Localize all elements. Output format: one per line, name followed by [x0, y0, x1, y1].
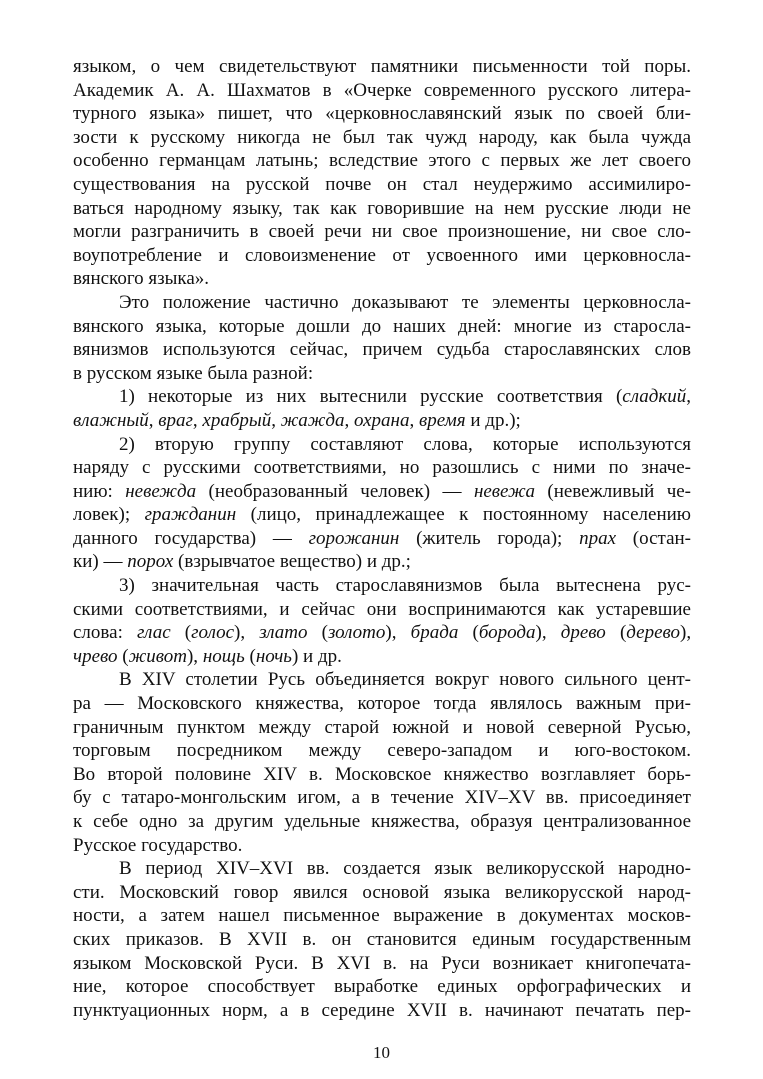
text-line	[73, 433, 691, 457]
text-fragment: языком Московской Руси. В XVI в. на Руси возникает книгопечата-	[73, 952, 691, 974]
text-fragment: (	[244, 645, 256, 667]
text-fragment: могли разграничить в своей речи ни свое произношение, ни свое сло-	[73, 221, 691, 243]
text-fragment: (невежливый че-	[534, 480, 691, 502]
text-fragment: ),	[186, 645, 203, 667]
italic-word: дерево	[626, 622, 681, 644]
text-line	[73, 149, 691, 173]
text-line	[73, 904, 691, 928]
text-fragment: 3) значительная часть старославянизмов была вытеснена рус-	[119, 575, 691, 597]
text-line	[73, 975, 691, 999]
text-line	[73, 126, 691, 150]
text-fragment: ,	[148, 409, 159, 431]
text-line	[73, 409, 691, 433]
text-fragment: ),	[385, 622, 411, 644]
text-fragment: (остан-	[616, 527, 691, 549]
italic-word: борода	[478, 622, 536, 644]
italic-word: враг	[158, 409, 193, 431]
text-fragment: данного государства) —	[73, 527, 309, 549]
italic-word: влажный	[73, 409, 149, 431]
text-fragment: ),	[680, 622, 691, 644]
text-fragment: ,	[271, 409, 281, 431]
text-fragment: торговым посредником между северо-западом и юго-востоком.	[73, 740, 691, 762]
text-line	[73, 503, 691, 527]
text-fragment: существования на русской почве он стал неудержимо ассимилиро-	[73, 173, 691, 195]
text-line	[73, 881, 691, 905]
text-fragment: скими соответствиями, и сейчас они воспринимаются как устаревшие	[73, 598, 691, 620]
text-fragment: языком, о чем свидетельствуют памятники письменности той поры.	[73, 56, 691, 77]
text-fragment: вянизмов используются сейчас, причем судьба старославянских слов	[73, 339, 691, 361]
italic-word: древо	[560, 622, 606, 644]
text-fragment: 2) вторую группу составляют слова, которые используются	[119, 433, 691, 455]
text-line	[73, 810, 691, 834]
text-fragment: турного языка» пишет, что «церковнославянский язык по своей бли-	[73, 103, 691, 125]
italic-word: горожанин	[308, 527, 400, 549]
italic-word: брада	[410, 622, 459, 644]
text-line	[73, 692, 691, 716]
text-fragment: граничным пунктом между старой южной и новой северной Русью,	[73, 716, 691, 738]
text-fragment: ние, которое способствует выработке единых орфографических и	[73, 976, 691, 998]
text-line	[73, 574, 691, 598]
text-fragment: пунктуационных норм, а в середине XVII в. начинают печатать пер-	[73, 999, 691, 1021]
text-line	[73, 291, 691, 315]
italic-word: золото	[327, 622, 386, 644]
text-fragment: 1) некоторые из них вытеснили русские соответствия (	[119, 386, 623, 408]
text-line	[73, 338, 691, 362]
text-line	[73, 739, 691, 763]
text-line	[73, 763, 691, 787]
italic-word: чрево	[73, 645, 118, 667]
text-fragment: Во второй половине XIV в. Московское княжество возглавляет борь-	[73, 763, 691, 785]
text-line	[73, 928, 691, 952]
text-fragment: (необразованный человек) —	[196, 480, 474, 502]
text-fragment: ,	[409, 409, 419, 431]
text-fragment: Это положение частично доказывают те элементы церковносла-	[119, 291, 691, 313]
text-line	[73, 385, 691, 409]
text-fragment: Русское государство.	[73, 834, 243, 856]
text-fragment: (	[605, 622, 627, 644]
text-fragment: ки) —	[73, 551, 128, 573]
italic-word: голос	[191, 622, 235, 644]
text-fragment: вянского языка».	[73, 268, 210, 290]
text-fragment: ловек);	[73, 504, 145, 526]
text-line	[73, 315, 691, 339]
italic-word: живот	[128, 645, 187, 667]
text-fragment: В XIV столетии Русь объединяется вокруг нового сильного цент-	[119, 669, 691, 691]
text-line	[73, 220, 691, 244]
text-fragment: (	[117, 645, 129, 667]
text-fragment: наряду с русскими соответствиями, но разошлись с ними по значе-	[73, 457, 691, 479]
text-line	[73, 834, 691, 858]
text-line	[73, 267, 691, 291]
text-fragment: (взрывчатое вещество) и др.;	[173, 551, 411, 573]
text-fragment: ,	[192, 409, 203, 431]
text-line	[73, 244, 691, 268]
italic-word: жажда	[280, 409, 345, 431]
text-fragment: ,	[686, 386, 691, 408]
text-fragment: (	[307, 622, 328, 644]
text-line	[73, 55, 691, 79]
text-fragment: вянского языка, которые дошли до наших дней: многие из старосла-	[73, 315, 691, 337]
italic-word: гражданин	[144, 504, 237, 526]
italic-word: невежа	[473, 480, 535, 502]
text-line	[73, 645, 691, 669]
italic-word: невежда	[125, 480, 197, 502]
text-fragment: нию:	[73, 480, 126, 502]
text-fragment: ности, а затем нашел письменное выражение в документах москов-	[73, 905, 691, 927]
text-line	[73, 621, 691, 645]
italic-word: глас	[137, 622, 171, 644]
text-fragment: ) и др.	[291, 645, 342, 667]
text-fragment: ских приказов. В XVII в. он становится единым государственным	[73, 928, 691, 950]
text-fragment: слова:	[73, 622, 138, 644]
text-line	[73, 786, 691, 810]
text-line	[73, 716, 691, 740]
text-line	[73, 197, 691, 221]
italic-word: нощь	[202, 645, 245, 667]
italic-word: порох	[127, 551, 174, 573]
text-fragment: к себе одно за другим удельные княжества, образуя централизованное	[73, 811, 691, 832]
italic-word: храбрый	[202, 409, 272, 431]
text-line	[73, 456, 691, 480]
italic-word: прах	[579, 527, 617, 549]
text-line	[73, 79, 691, 103]
text-fragment: ),	[535, 622, 561, 644]
text-fragment: воупотребление и словоизменение от усвоенного ими церковносла-	[73, 244, 691, 266]
page-number: 10	[373, 1043, 390, 1062]
italic-word: злато	[259, 622, 308, 644]
text-fragment: бу с татаро-монгольским игом, а в течение XIV–XV вв. присоединяет	[73, 787, 691, 809]
text-fragment: особенно германцам латынь; вследствие этого с первых же лет своего	[73, 150, 691, 172]
text-line	[73, 598, 691, 622]
text-fragment: зости к русскому никогда не был так чужд народу, как была чужда	[73, 126, 691, 148]
italic-word: охрана	[353, 409, 410, 431]
text-line	[73, 999, 691, 1023]
text-fragment: сти. Московский говор явился основой языка великорусской народ-	[73, 881, 691, 903]
text-line	[73, 668, 691, 692]
text-line	[73, 527, 691, 551]
body-text	[73, 55, 691, 1022]
text-fragment: ваться народному языку, так как говорившие на нем русские люди не	[73, 197, 691, 219]
text-fragment: ,	[344, 409, 354, 431]
text-line	[73, 480, 691, 504]
italic-word: время	[418, 409, 466, 431]
italic-word: ночь	[255, 645, 292, 667]
text-fragment: Академик А. А. Шахматов в «Очерке современного русского литера-	[73, 79, 691, 101]
text-fragment: (лицо, принадлежащее к постоянному населению	[236, 504, 691, 526]
text-fragment: (	[458, 622, 479, 644]
text-line	[73, 952, 691, 976]
text-fragment: ),	[234, 622, 260, 644]
text-line	[73, 362, 691, 386]
text-line	[73, 102, 691, 126]
text-fragment: (	[170, 622, 192, 644]
text-fragment: (житель города);	[399, 527, 580, 549]
text-fragment: и др.);	[465, 409, 521, 431]
text-line	[73, 857, 691, 881]
text-line	[73, 550, 691, 574]
text-fragment: в русском языке была разной:	[73, 362, 314, 384]
text-fragment: ра — Московского княжества, которое тогда являлось важным при-	[73, 693, 691, 715]
italic-word: сладкий	[622, 386, 687, 408]
text-line	[73, 173, 691, 197]
text-fragment: В период XIV–XVI вв. создается язык великорусской народно-	[119, 858, 691, 880]
